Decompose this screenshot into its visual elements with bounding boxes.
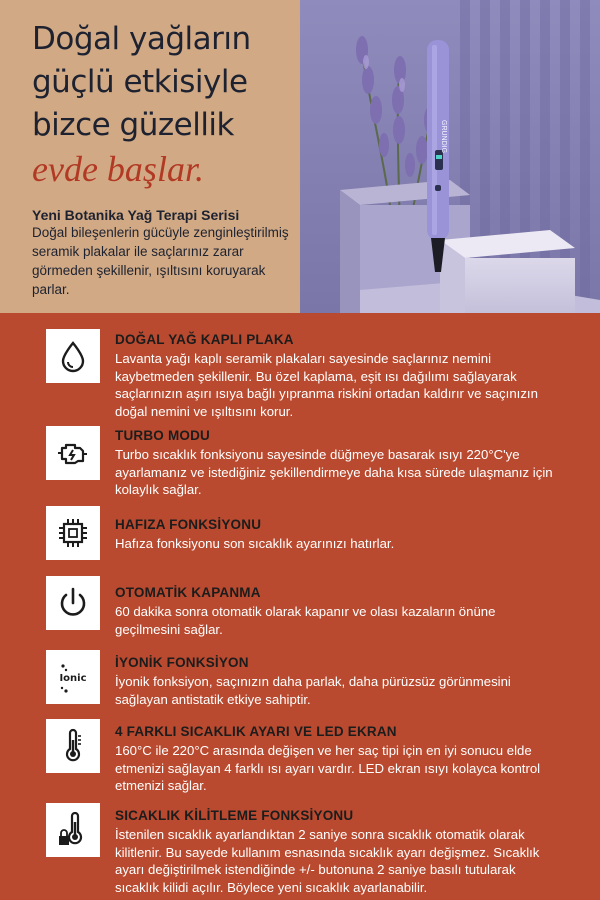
feature-title: 4 FARKLI SICAKLIK AYARI VE LED EKRAN bbox=[115, 724, 397, 739]
feature-description: Lavanta yağı kaplı seramik plakaları sayesinde saçlarınız nemini kaybetmeden şekillenir. Bu özel kaplama, eşit ısı dağılımı sağlayarak saçlarınızın aşırı ısıya bağlı yıpranma riskini ortadan kaldırır ve saçınızın doğal nemini ve ışıltısını korur. bbox=[115, 351, 538, 419]
headline-script: evde başlar. bbox=[32, 149, 204, 189]
ionic-icon bbox=[46, 650, 100, 704]
feature-title: OTOMATİK KAPANMA bbox=[115, 585, 261, 600]
device-brand: GRUNDIG bbox=[440, 120, 447, 154]
headline-line: bizce güzellik bbox=[32, 107, 234, 143]
feature-title: TURBO MODU bbox=[115, 428, 210, 443]
feature-description: Hafıza fonksiyonu son sıcaklık ayarınızı hatırlar. bbox=[115, 536, 395, 551]
hero-section bbox=[0, 0, 600, 313]
feature-title: HAFIZA FONKSİYONU bbox=[115, 517, 262, 532]
feature-description: İstenilen sıcaklık ayarlandıktan 2 saniye sonra sıcaklık otomatik olarak kilitlenir. Bu sayede kullanım esnasında sıcaklık ayarı değişmez. Sıcaklık ayarı değiştirilmek istendiğinde +/- butonuna 2 saniye basılı tutularak sıcaklık kilidi açılır. Böylece yeni sıcaklık ayarlanabilir. bbox=[115, 827, 540, 895]
headline bbox=[32, 18, 302, 147]
feature-description: 160°C ile 220°C arasında değişen ve her saç tipi için en iyi sonucu elde etmenizi sağlayan 4 farklı ısı ayarı vardır. LED ekran ısıyı kolayca kontrol etmenizi sağlar. bbox=[115, 743, 541, 793]
headline-line: Doğal yağların bbox=[32, 21, 251, 57]
chip-icon bbox=[46, 506, 100, 560]
feature-title: İYONİK FONKSİYON bbox=[115, 655, 249, 670]
thermometer-icon bbox=[46, 719, 100, 773]
feature-description: İyonik fonksiyon, saçınızın daha parlak, daha pürüzsüz görünmesini sağlayan antistatik etkiye sahiptir. bbox=[115, 674, 511, 707]
hero-text bbox=[32, 18, 302, 299]
drop-icon bbox=[46, 329, 100, 383]
features-section bbox=[0, 313, 600, 900]
engine-icon bbox=[46, 426, 100, 480]
power-icon bbox=[46, 576, 100, 630]
product-scene bbox=[300, 0, 600, 313]
series-description: Doğal bileşenlerin gücüyle zenginleştirilmiş seramik plakalar ile saçlarınız zarar görmeden şekillenir, ışıltısını koruyarak parlar. bbox=[32, 225, 289, 297]
feature-description: Turbo sıcaklık fonksiyonu sayesinde düğmeye basarak ısıyı 220°C'ye ayarlamanız ve istediğiniz şekillendirmeye daha kısa sürede ulaşmanız için kolaylık sağlar. bbox=[115, 447, 553, 497]
feature-title: DOĞAL YAĞ KAPLI PLAKA bbox=[115, 332, 294, 347]
headline-line: güçlü etkisiyle bbox=[32, 64, 248, 100]
feature-description: 60 dakika sonra otomatik olarak kapanır ve olası kazaların önüne geçilmesini sağlar. bbox=[115, 604, 496, 637]
feature-title: SICAKLIK KİLİTLEME FONKSİYONU bbox=[115, 808, 354, 823]
ionic-icon-label: Ionic bbox=[59, 673, 87, 684]
thermometer-lock-icon bbox=[46, 803, 100, 857]
product-photo bbox=[300, 0, 600, 313]
series-title: Yeni Botanika Yağ Terapi Serisi bbox=[32, 207, 240, 223]
hair-straightener bbox=[427, 40, 449, 272]
